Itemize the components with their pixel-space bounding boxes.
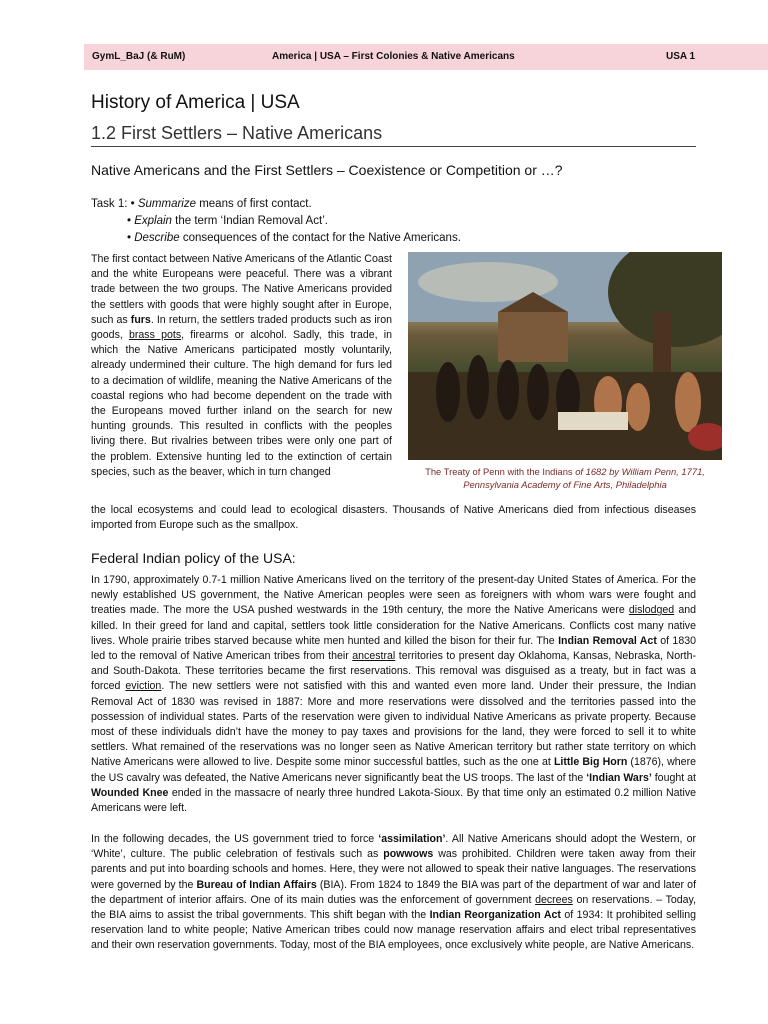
text-run: (1876), where the US cavalry was defeated, the Native Americans never significantly beat the US troops. The last of the	[91, 756, 696, 784]
header-page-label: USA 1	[666, 51, 696, 62]
header-course: GymL_BaJ (& RuM)	[92, 51, 186, 62]
text-bold: ‘assimilation’	[378, 833, 446, 845]
image-caption	[400, 465, 730, 491]
text-bold: powwows	[383, 848, 434, 861]
task-text: ’.	[322, 215, 328, 227]
task-verb: Explain	[134, 215, 172, 227]
text-bold: furs	[130, 313, 151, 326]
text-bold: Wounded Knee	[91, 786, 169, 799]
text-underline: brass pots	[129, 329, 182, 342]
text-run: was prohibited. Children were taken away from their parents and put into boarding schools and homes. Here, they were not allowed to speak their native languages. The reservations were governed by the	[91, 848, 697, 891]
text-underline: dislodged	[628, 604, 675, 617]
text-bold: Little Big Horn	[553, 756, 628, 769]
header-topic: America | USA – First Colonies & Native Americans	[272, 51, 515, 62]
treaty-painting-image	[408, 252, 722, 460]
task-term: Indian Removal Act	[223, 215, 323, 227]
text-underline: eviction	[125, 680, 162, 693]
task-list	[91, 196, 461, 247]
page-title: History of America | USA	[91, 92, 300, 113]
task-verb: Summarize	[137, 198, 197, 210]
caption-title: The Treaty of Penn with the Indians	[425, 466, 576, 477]
text-run: In 1790, approximately 0.7-1 million Native Americans lived on the territory of the present-day United States of America. For the newly established US government, the Native American peoples were seen as foreigners with whom wars were fought and treaties made. The more the USA pushed westwards in the 19th century, the more the Native Americans were	[91, 574, 696, 617]
text-bold: ‘Indian Wars’	[586, 771, 652, 784]
text-underline: ancestral	[352, 650, 396, 663]
text-run: . In return, the settlers traded products such as iron goods,	[91, 313, 392, 342]
task-label: Task 1:	[91, 198, 128, 210]
policy-paragraph	[91, 573, 696, 816]
text-bold: Bureau of Indian Affairs	[196, 878, 317, 891]
text-run: of 1830 led to the removal of Native American tribes from their	[91, 634, 696, 663]
text-bold: Indian Removal Act	[558, 634, 657, 647]
text-run: . The new settlers were not satisfied with this and wanted even more land. Under their pressure, the Indian Removal Act of 1830 was revised in 1887: More and more reservations were dissolved and the territories passed into the possession of individual states. Parts of the reservation were given to individual Native Americans as private property. Because most of these individuals didn’t have the money to pay taxes and provisions for the land, they were forced to sell it to white settlers. What remained of the reservations was no longer seen as Native American territory but rather state territory on which Native Americans were allowed to live. Despite some minor successful battles, such as the one at	[91, 680, 696, 769]
task-item: Task 1: • Summarize means of first contact.	[91, 198, 312, 210]
text-underline: decrees	[535, 893, 573, 906]
section-heading: Native Americans and the First Settlers – Coexistence or Competition or …?	[91, 162, 563, 178]
text-run: territories to present day Oklahoma, Kansas, Nebraska, North- and South-Dakota. These territories became the first reservations. This removal was disguised as a treaty, but in fact was a forced	[91, 650, 696, 693]
task-text: means of first contact.	[196, 198, 312, 210]
task-item: • Explain the term ‘Indian Removal Act’.	[127, 215, 328, 227]
painting-illustration	[408, 252, 722, 460]
text-run: of 1934: It prohibited selling reservation land to white people; Native American tribes could now manage reservation affairs and elect tribal representatives and their own reservation governments. Today, most of the BIA employees, once exclusively white people, are Native Americans.	[91, 909, 696, 952]
text-run: and killed. In their greed for land and capital, settlers took little consideration for the Native Americans. Conflicts cost many native lives. Whole prairie tribes starved because white men hunted and killed the bison for their fur. The	[91, 604, 697, 647]
text-run: (BIA). From 1824 to 1849 the BIA was part of the department of war and later of the department of interior affairs. One of its main duties was the enforcement of government	[91, 878, 697, 906]
text-run: on reservations. – Today, the BIA aims to assist the tribal governments. This shift began with the	[91, 893, 697, 922]
page-header	[84, 44, 768, 70]
text-run: The first contact between Native Americans of the Atlantic Coast and the white Europeans were peaceful. There was a vibrant trade between the two groups. The Native Americans provided the settlers with goods that were highly sought after in Europe, such as	[91, 253, 392, 326]
text-bold: Indian Reorganization Act	[429, 909, 561, 922]
task-text: the term ‘	[171, 215, 224, 227]
text-run: fought at	[651, 771, 696, 784]
page-subtitle: 1.2 First Settlers – Native Americans	[91, 123, 383, 143]
task-verb: Describe	[134, 232, 180, 244]
text-run: ended in the massacre of nearly three hundred Lakota-Sioux. By that time only an estimated 0.2 million Native Americans were left.	[91, 786, 697, 815]
intro-paragraph	[91, 252, 392, 480]
caption-details: of 1682 by William Penn, 1771, Pennsylvania Academy of Fine Arts, Philadelphia	[463, 466, 705, 490]
task-text: consequences of the contact for the Native Americans.	[179, 232, 461, 244]
text-run: In the following decades, the US government tried to force	[91, 833, 379, 845]
task-item: • Describe consequences of the contact for the Native Americans.	[127, 232, 461, 244]
text-run: , firearms or alcohol. Sadly, this trade, in which the Native Americans participated mostly voluntarily, already undermined their culture. The high demand for furs led to a decimation of wildlife, meaning the Native Americans of the coastal regions who had become dependent on the trade with the Europeans moved further inland on the search for new hunting grounds. This resulted in conflicts with the peoples living there. But rivalries between tribes were only one part of the problem. Extensive hunting led to the extinction of certain species, such as the beaver, which in turn changed	[91, 329, 393, 478]
section2-heading: Federal Indian policy of the USA:	[91, 550, 296, 566]
intro-paragraph-continued: the local ecosystems and could lead to ecological disasters. Thousands of Native Americans died from infectious diseases imported from Europe such as the smallpox.	[91, 504, 696, 532]
title-divider	[91, 146, 696, 147]
text-run: . All Native Americans should adopt the Western, or ‘White’, culture. The public celebration of festivals such as	[91, 833, 697, 861]
assimilation-paragraph	[91, 832, 696, 954]
